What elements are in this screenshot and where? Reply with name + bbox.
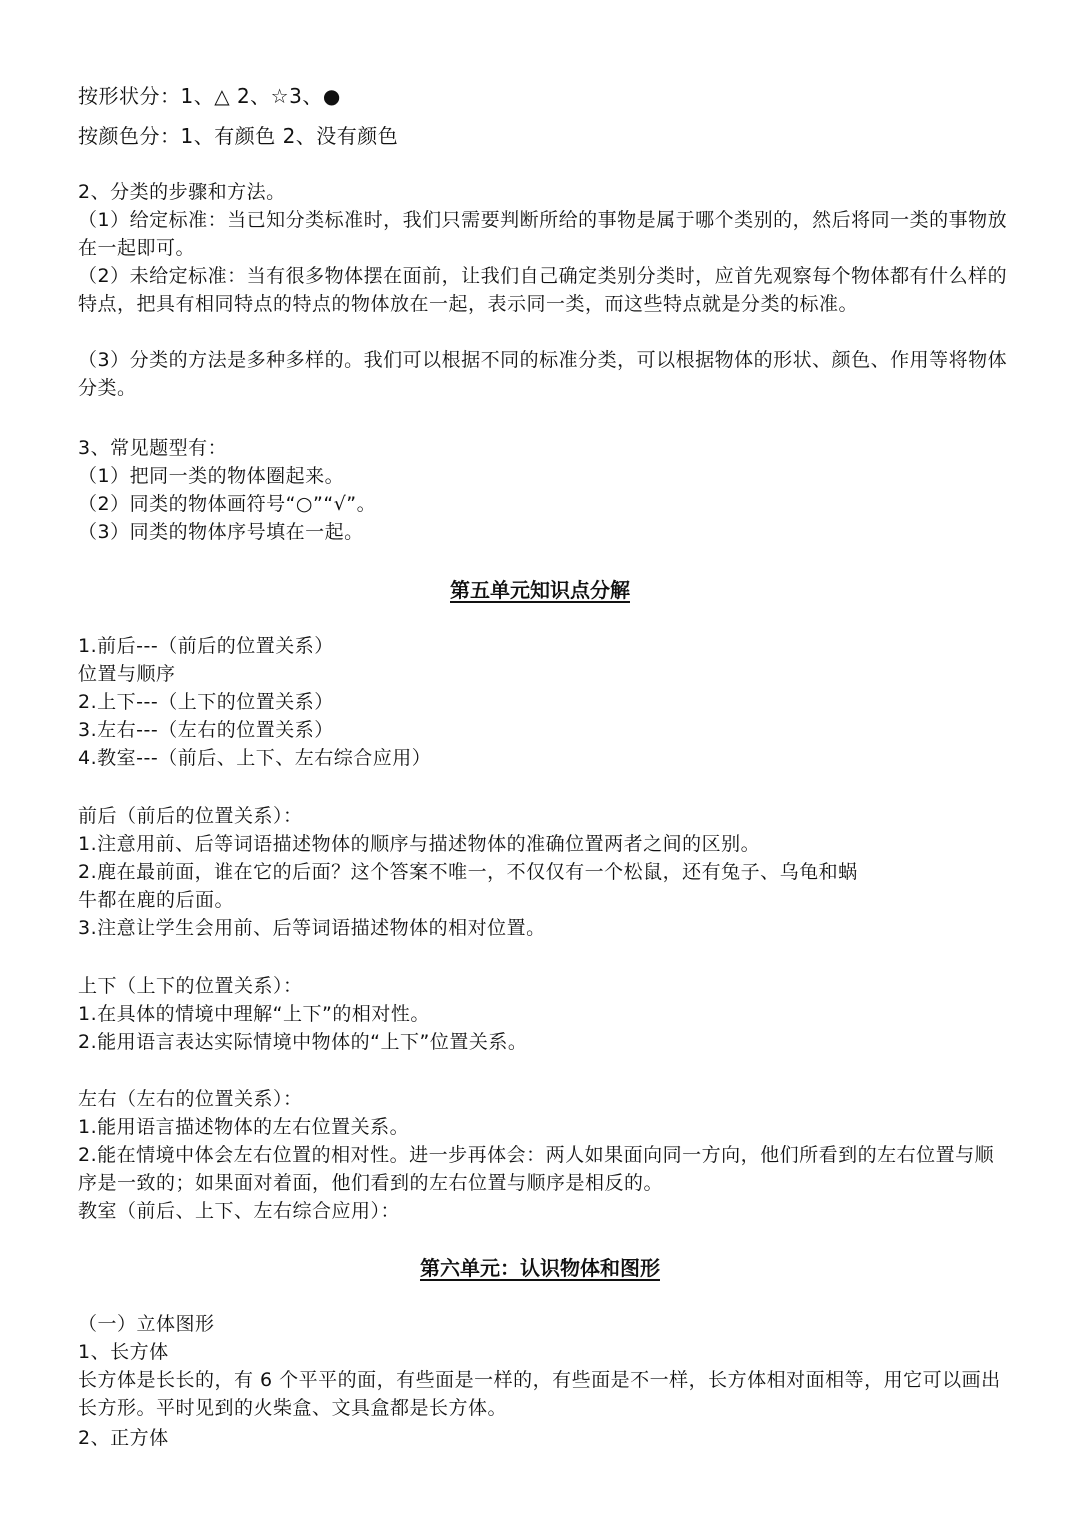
unit5-item-1-sub: 位置与顺序: [78, 663, 176, 685]
front-back-title: 前后（前后的位置关系）：: [78, 805, 303, 827]
unit5-heading: 第五单元知识点分解: [450, 578, 630, 602]
front-back-item-1: 1.注意用前、后等词语描述物体的顺序与描述物体的准确位置两者之间的区别。: [78, 833, 761, 855]
unit5-item-3: 3.左右---（左右的位置关系）: [78, 719, 334, 741]
unit6-subheading: （一）立体图形: [78, 1313, 215, 1335]
unit6-item-1-desc: 长方体是长长的，有 6 个平平的面，有些面是一样的，有些面是不一样，长方体相对面相等，用它可以画出长方形。平时见到的火柴盒、文具盒都是长方体。: [78, 1369, 1001, 1419]
front-back-item-2a: 2.鹿在最前面，谁在它的后面？这个答案不唯一，不仅仅有一个松鼠，还有兔子、乌龟和蜗: [78, 861, 858, 883]
steps-title: 2、分类的步骤和方法。: [78, 181, 286, 203]
steps-item-2: （2）未给定标准：当有很多物体摆在面前，让我们自己确定类别分类时，应首先观察每个物体都有什么样的特点，把具有相同特点的特点的物体放在一起，表示同一类，而这些特点就是分类的标准。: [78, 265, 1008, 315]
left-right-item-1: 1.能用语言描述物体的左右位置关系。: [78, 1116, 410, 1138]
steps-item-1: （1）给定标准：当已知分类标准时，我们只需要判断所给的事物是属于哪个类别的，然后将同一类的事物放在一起即可。: [78, 209, 1008, 259]
shape-classify-line: 按形状分：1、△ 2、☆3、●: [78, 84, 341, 108]
front-back-item-2b: 牛都在鹿的后面。: [78, 889, 235, 911]
unit6-item-1: 1、长方体: [78, 1341, 169, 1363]
up-down-title: 上下（上下的位置关系）：: [78, 975, 303, 997]
unit5-item-1: 1.前后---（前后的位置关系）: [78, 635, 334, 657]
left-right-item-2: 2.能在情境中体会左右位置的相对性。进一步再体会：两人如果面向同一方向，他们所看到的左右位置与顺序是一致的；如果面对着面，他们看到的左右位置与顺序是相反的。: [78, 1144, 995, 1194]
unit5-item-4: 4.教室---（前后、上下、左右综合应用）: [78, 747, 432, 769]
up-down-item-2: 2.能用语言表达实际情境中物体的“上下”位置关系。: [78, 1031, 528, 1053]
color-classify-line: 按颜色分：1、有颜色 2、没有颜色: [78, 124, 399, 148]
left-right-title: 左右（左右的位置关系）：: [78, 1088, 303, 1110]
up-down-item-1: 1.在具体的情境中理解“上下”的相对性。: [78, 1003, 430, 1025]
steps-item-3: （3）分类的方法是多种多样的。我们可以根据不同的标准分类，可以根据物体的形状、颜色、作用等将物体分类。: [78, 349, 1008, 399]
unit5-item-2: 2.上下---（上下的位置关系）: [78, 691, 334, 713]
types-item-1: （1）把同一类的物体圈起来。: [78, 465, 345, 487]
front-back-item-3: 3.注意让学生会用前、后等词语描述物体的相对位置。: [78, 917, 546, 939]
unit6-heading: 第六单元：认识物体和图形: [420, 1256, 660, 1280]
unit6-item-2: 2、正方体: [78, 1427, 169, 1449]
types-item-2: （2）同类的物体画符号“○”“√”。: [78, 493, 377, 515]
types-item-3: （3）同类的物体序号填在一起。: [78, 521, 364, 543]
types-title: 3、常见题型有：: [78, 437, 228, 459]
classroom-title: 教室（前后、上下、左右综合应用）：: [78, 1200, 401, 1222]
